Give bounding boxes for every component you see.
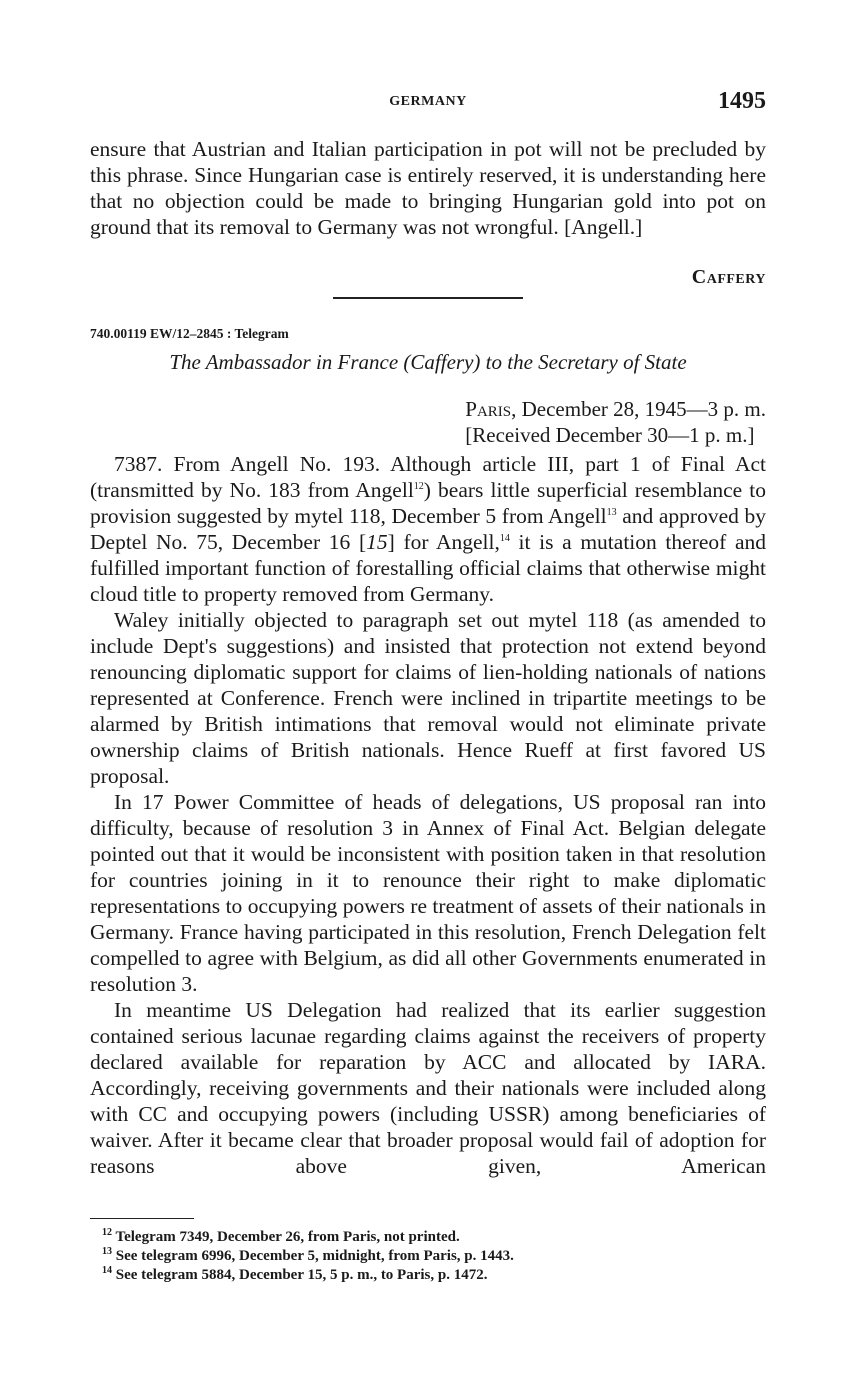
paragraph-4: In meantime US Delegation had realized that its earlier suggestion contained serious lacunae regarding claims against the receivers of property declared available for reparation by ACC and allocated by IARA. Accordingly, receiving governments and their nationals were included along with CC and occupying powers (including USSR) among beneficiaries of waiver. After it became clear that broader proposal would fail of adoption for reasons above given, American xyxy=(90,998,766,1178)
footnote-text: Telegram 7349, December 26, from Paris, not printed. xyxy=(112,1229,460,1245)
dateline xyxy=(465,396,766,448)
footnote-ref-12: 12 xyxy=(413,480,424,492)
paragraph-1-text-c: and approved by Deptel No. 75, December 16 [ xyxy=(90,504,766,554)
continuation-paragraph: ensure that Austrian and Italian participation in pot will not be precluded by this phrase. Since Hungarian case is entirely reserved, it is understanding here that no objection could be made to bringing Hungarian gold into pot on ground that its removal to Germany was not wrongful. [Angell.] xyxy=(90,137,766,239)
footnotes xyxy=(90,1228,766,1285)
footnote-number: 14 xyxy=(102,1265,112,1276)
footnote-text: See telegram 6996, December 5, midnight, from Paris, p. 1443. xyxy=(112,1248,514,1264)
dateline-received: [Received December 30—1 p. m.] xyxy=(465,423,755,447)
paragraph-2: Waley initially objected to paragraph set out mytel 118 (as amended to include Dept's suggestions) and insisted that protection not extend beyond renouncing diplomatic support for claims of lien-holding nationals of nations represented at Conference. French were inclined in tripartite meetings to be alarmed by British intimations that removal would not eliminate private ownership claims of British nationals. Hence Rueff at first favored US proposal. xyxy=(90,608,766,788)
footnote-ref-13: 13 xyxy=(606,506,617,518)
footnote-13 xyxy=(90,1247,766,1266)
section-divider xyxy=(333,297,523,299)
telegram-body xyxy=(90,451,766,1179)
dateline-place: Paris xyxy=(465,397,512,421)
footnote-12 xyxy=(90,1228,766,1247)
file-reference: 740.00119 EW/12–2845 : Telegram xyxy=(90,326,289,341)
dateline-date: , December 28, 1945—3 p. m. xyxy=(511,397,766,421)
page-header xyxy=(90,88,766,118)
paragraph-1-text-e: it is a mutation thereof and fulfilled important function of forestalling official claims that otherwise might cloud title to property removed from Germany. xyxy=(90,530,767,606)
footnote-number: 12 xyxy=(102,1227,112,1238)
footnote-ref-14: 14 xyxy=(499,532,510,544)
page-number: 1495 xyxy=(718,88,766,114)
running-head: GERMANY xyxy=(389,94,467,109)
signature: Caffery xyxy=(691,266,766,288)
footnote-rule xyxy=(90,1218,194,1219)
footnote-text: See telegram 5884, December 15, 5 p. m., to Paris, p. 1472. xyxy=(112,1267,488,1283)
paragraph-1-text-b: ) bears little superficial resemblance to provision suggested by mytel 118, December 5 from Angell xyxy=(90,478,766,528)
paragraph-3: In 17 Power Committee of heads of delegations, US proposal ran into difficulty, because of resolution 3 in Annex of Final Act. Belgian delegate pointed out that it would be inconsistent with position taken in that resolution for countries joining in it to renounce their right to make diplomatic representations to occupying powers re treatment of assets of their nationals in Germany. France having participated in this resolution, French Delegation felt compelled to agree with Belgium, as did all other Governments enumerated in resolution 3. xyxy=(90,790,766,996)
paragraph-1-bracket-number: 15 xyxy=(366,530,388,554)
document-title: The Ambassador in France (Caffery) to the Secretary of State xyxy=(169,350,687,374)
paragraph-1-text-a: 7387. From Angell No. 193. Although article III, part 1 of Final Act (transmitted by No. 183 from Angell xyxy=(90,452,766,502)
dateline-sent xyxy=(465,396,766,422)
footnote-number: 13 xyxy=(102,1246,112,1257)
paragraph-1 xyxy=(90,451,766,607)
paragraph-1-text-d: ] for Angell, xyxy=(387,530,500,554)
footnote-14 xyxy=(90,1266,766,1285)
